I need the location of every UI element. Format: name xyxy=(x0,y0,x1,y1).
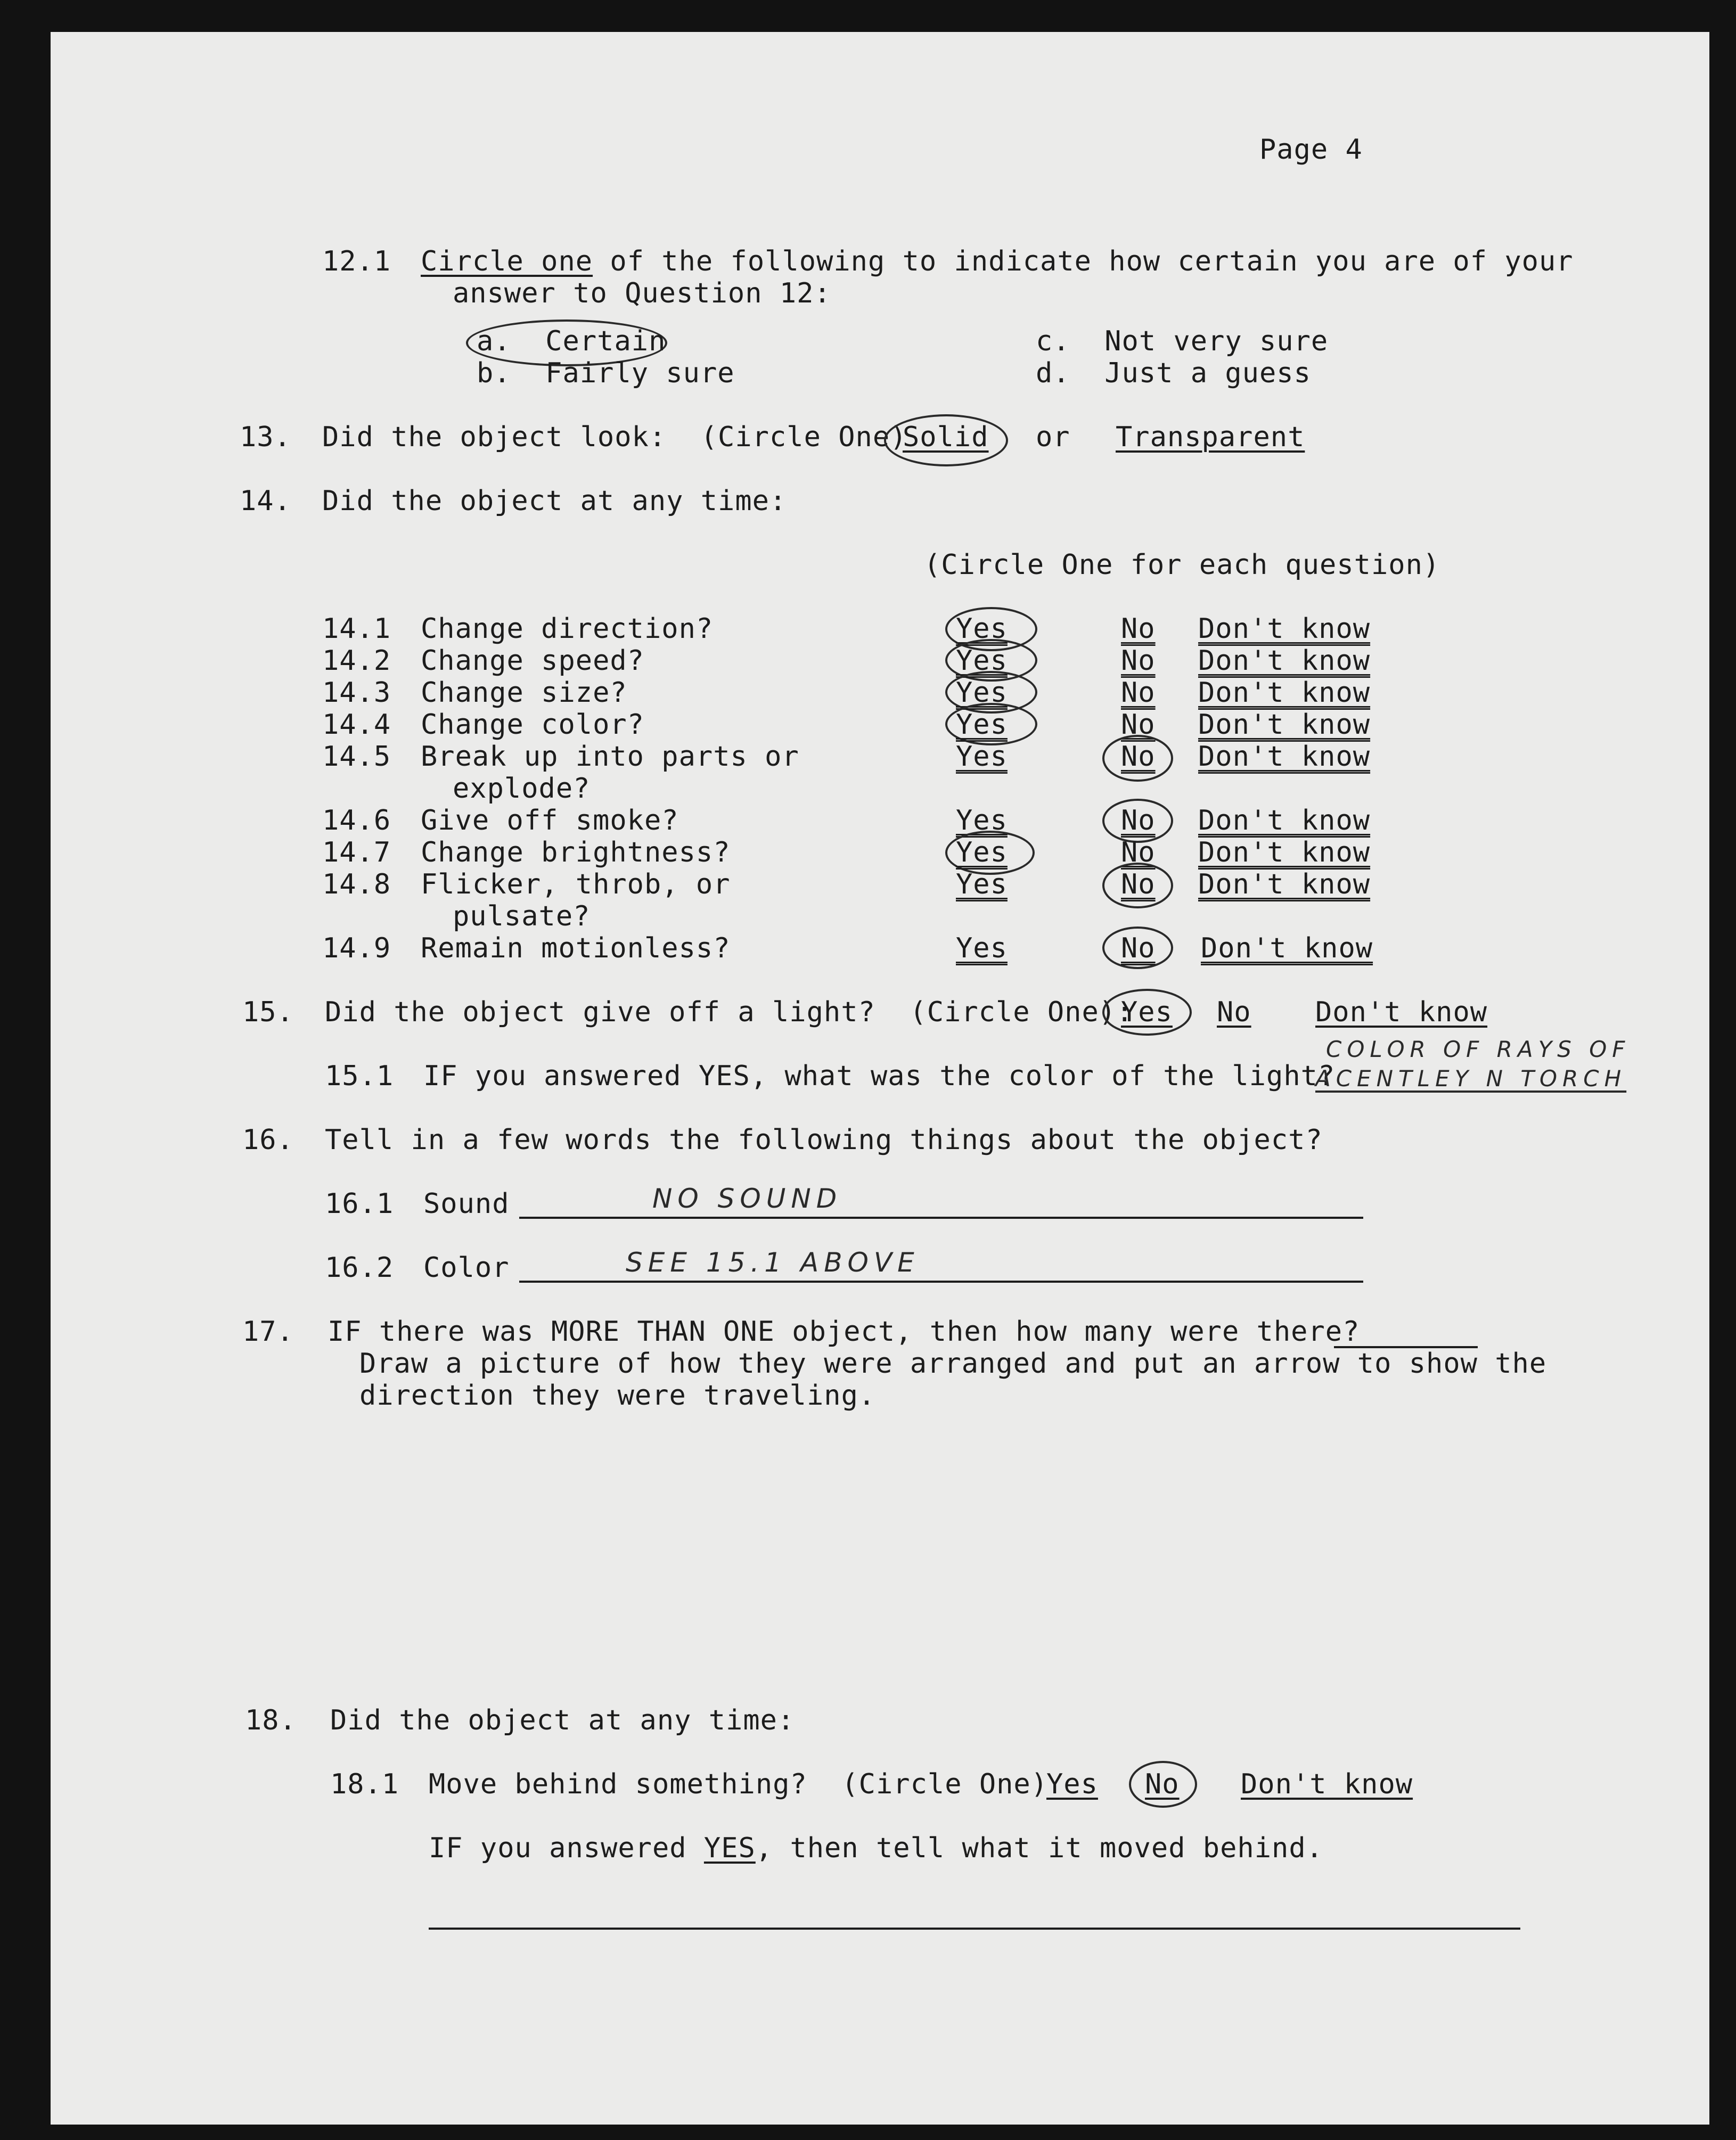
q14-5-no[interactable]: No xyxy=(1121,741,1156,773)
q15-number: 15. xyxy=(242,996,294,1028)
q14-3-number: 14.3 xyxy=(322,677,391,709)
q14-8-label-cont: pulsate? xyxy=(453,900,591,932)
q14-text: Did the object at any time: xyxy=(322,485,787,517)
q14-9-dont-know[interactable]: Don't know xyxy=(1201,932,1373,964)
q16-1-answer: NO SOUND xyxy=(652,1183,842,1214)
q18-1-text: Move behind something? (Circle One) xyxy=(429,1768,1049,1800)
q18-1-dont-know[interactable]: Don't know xyxy=(1241,1768,1413,1800)
q17-number: 17. xyxy=(242,1316,294,1348)
q12-1-number: 12.1 xyxy=(322,245,391,277)
q14-9-no[interactable]: No xyxy=(1121,932,1156,964)
q14-8-dont-know[interactable]: Don't know xyxy=(1198,868,1371,900)
q14-4-dont-know[interactable]: Don't know xyxy=(1198,709,1371,741)
q15-1-answer-line1: COLOR OF RAYS OF xyxy=(1326,1036,1631,1062)
q14-2-label: Change speed? xyxy=(421,645,644,677)
q15-1-text: IF you answered YES, what was the color of the light? xyxy=(423,1060,1336,1092)
q14-8-yes[interactable]: Yes xyxy=(956,868,1008,900)
q14-2-no[interactable]: No xyxy=(1121,645,1156,677)
q16-1-answer-line[interactable] xyxy=(519,1217,1363,1219)
q12-1-text-cont: answer to Question 12: xyxy=(453,277,831,309)
q14-6-number: 14.6 xyxy=(322,805,391,837)
q16-1-label: Sound xyxy=(423,1188,510,1220)
q14-3-yes[interactable]: Yes xyxy=(956,677,1008,709)
q14-8-number: 14.8 xyxy=(322,868,391,900)
q15-dont-know[interactable]: Don't know xyxy=(1315,996,1488,1028)
q14-4-number: 14.4 xyxy=(322,709,391,741)
q13-solid-option[interactable]: Solid xyxy=(903,421,989,453)
q14-4-yes[interactable]: Yes xyxy=(956,709,1008,741)
q13-or: or xyxy=(1036,421,1070,453)
q14-7-no[interactable]: No xyxy=(1121,837,1156,868)
form-page xyxy=(51,32,1709,2125)
q18-number: 18. xyxy=(245,1704,297,1736)
q16-2-number: 16.2 xyxy=(325,1252,394,1284)
q14-8-label: Flicker, throb, or xyxy=(421,868,731,900)
q14-2-yes[interactable]: Yes xyxy=(956,645,1008,677)
q16-2-answer: SEE 15.1 ABOVE xyxy=(626,1247,920,1278)
q14-5-yes[interactable]: Yes xyxy=(956,741,1008,773)
q14-5-dont-know[interactable]: Don't know xyxy=(1198,741,1371,773)
q14-5-label: Break up into parts or xyxy=(421,741,799,773)
q15-no[interactable]: No xyxy=(1217,996,1251,1028)
q13-number: 13. xyxy=(240,421,291,453)
q16-2-answer-line[interactable] xyxy=(519,1281,1363,1283)
q14-1-number: 14.1 xyxy=(322,613,391,645)
q14-6-label: Give off smoke? xyxy=(421,805,679,837)
q14-7-number: 14.7 xyxy=(322,837,391,868)
q14-4-label: Change color? xyxy=(421,709,644,741)
q18-1-no[interactable]: No xyxy=(1145,1768,1180,1800)
q16-text: Tell in a few words the following things about the object? xyxy=(325,1124,1323,1156)
q14-9-number: 14.9 xyxy=(322,932,391,964)
q13-text: Did the object look: (Circle One) xyxy=(322,421,907,453)
q14-8-no[interactable]: No xyxy=(1121,868,1156,900)
q16-2-label: Color xyxy=(423,1252,510,1284)
q15-yes[interactable]: Yes xyxy=(1121,996,1173,1028)
q12-1-option-a[interactable]: a. Certain xyxy=(477,325,666,357)
q14-1-no[interactable]: No xyxy=(1121,613,1156,645)
q14-9-yes[interactable]: Yes xyxy=(956,932,1008,964)
q14-6-dont-know[interactable]: Don't know xyxy=(1198,805,1371,837)
q16-number: 16. xyxy=(242,1124,294,1156)
q18-text: Did the object at any time: xyxy=(330,1704,795,1736)
q16-1-number: 16.1 xyxy=(325,1188,394,1220)
q12-1-text: Circle one of the following to indicate how certain you are of your xyxy=(421,245,1574,277)
q12-1-option-d[interactable]: d. Just a guess xyxy=(1036,357,1311,389)
q12-1-option-c[interactable]: c. Not very sure xyxy=(1036,325,1329,357)
q14-1-yes[interactable]: Yes xyxy=(956,613,1008,645)
q14-4-no[interactable]: No xyxy=(1121,709,1156,741)
q18-answer-line[interactable] xyxy=(429,1928,1520,1930)
q14-1-label: Change direction? xyxy=(421,613,714,645)
q17-line3: direction they were traveling. xyxy=(359,1380,876,1412)
q17-line2: Draw a picture of how they were arranged and put an arrow to show the xyxy=(359,1348,1547,1380)
q14-3-label: Change size? xyxy=(421,677,627,709)
q14-3-dont-know[interactable]: Don't know xyxy=(1198,677,1371,709)
q17-line1: IF there was MORE THAN ONE object, then how many were there? xyxy=(327,1316,1360,1348)
q14-6-yes[interactable]: Yes xyxy=(956,805,1008,837)
q14-number: 14. xyxy=(240,485,291,517)
q12-1-option-b[interactable]: b. Fairly sure xyxy=(477,357,735,389)
q18-1-number: 18.1 xyxy=(330,1768,399,1800)
q15-text: Did the object give off a light? (Circle One): xyxy=(325,996,1134,1028)
q14-5-label-cont: explode? xyxy=(453,773,591,805)
q14-3-no[interactable]: No xyxy=(1121,677,1156,709)
q13-transparent-option[interactable]: Transparent xyxy=(1116,421,1305,453)
q14-2-number: 14.2 xyxy=(322,645,391,677)
q14-5-number: 14.5 xyxy=(322,741,391,773)
q14-6-no[interactable]: No xyxy=(1121,805,1156,837)
q14-7-dont-know[interactable]: Don't know xyxy=(1198,837,1371,868)
q18-1-yes[interactable]: Yes xyxy=(1046,1768,1098,1800)
page-number: Page 4 xyxy=(1259,134,1363,166)
q14-7-yes[interactable]: Yes xyxy=(956,837,1008,868)
q15-1-number: 15.1 xyxy=(325,1060,394,1092)
q18-follow-up: IF you answered YES, then tell what it moved behind. xyxy=(429,1832,1323,1864)
q14-instruction: (Circle One for each question) xyxy=(924,549,1440,581)
q14-9-label: Remain motionless? xyxy=(421,932,731,964)
q14-2-dont-know[interactable]: Don't know xyxy=(1198,645,1371,677)
q14-1-dont-know[interactable]: Don't know xyxy=(1198,613,1371,645)
q15-1-answer-line2: ACENTLEY N TORCH xyxy=(1315,1065,1627,1092)
q14-7-label: Change brightness? xyxy=(421,837,731,868)
